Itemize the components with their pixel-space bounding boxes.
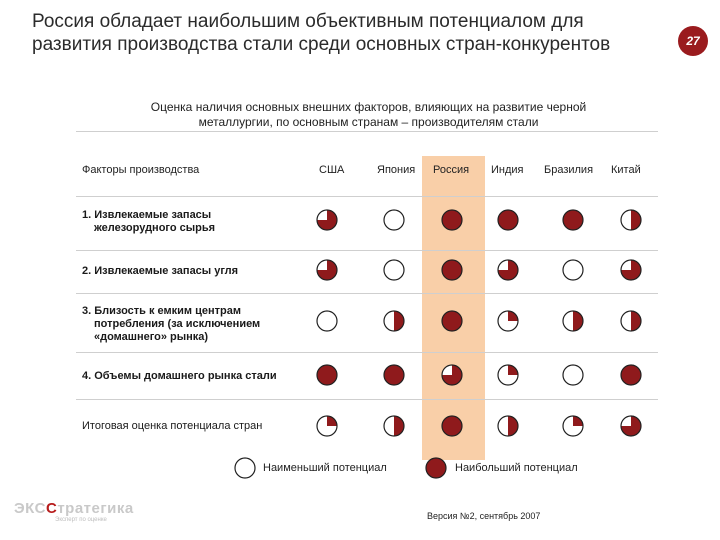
harvey-ball-icon-row3-china — [620, 310, 642, 332]
country-header-japan: Япония — [377, 164, 416, 176]
harvey-ball-icon-row4-usa — [316, 364, 338, 386]
table-subtitle-line-1: Оценка наличия основных внешних факторов, влияющих на развитие черной — [150, 100, 587, 114]
harvey-ball-icon-row1-india — [497, 209, 519, 231]
harvey-ball-icon-row4-brazil — [562, 364, 584, 386]
harvey-ball-icon-row2-usa — [316, 259, 338, 281]
divider-row-2 — [76, 250, 658, 251]
harvey-ball-icon-row1-china — [620, 209, 642, 231]
harvey-ball-icon-row2-brazil — [562, 259, 584, 281]
country-header-india: Индия — [491, 164, 524, 176]
row-label-line: 4. Объемы домашнего рынка стали — [82, 370, 277, 382]
harvey-ball-icon-row3-russia — [441, 310, 463, 332]
harvey-ball-icon-row5-brazil — [562, 415, 584, 437]
harvey-ball-icon-row3-india — [497, 310, 519, 332]
harvey-ball-icon-row3-japan — [383, 310, 405, 332]
strategika-logo — [14, 500, 134, 517]
row-label-proximity — [82, 305, 260, 344]
row-label-line: 2. Извлекаемые запасы угля — [82, 265, 239, 277]
harvey-ball-icon-row1-usa — [316, 209, 338, 231]
divider-row-5 — [76, 399, 658, 400]
logo-prefix: ЭКС — [14, 500, 46, 517]
harvey-ball-icon-row1-brazil — [562, 209, 584, 231]
country-header-china: Китай — [611, 164, 641, 176]
harvey-ball-icon-row2-russia — [441, 259, 463, 281]
slide-title — [32, 10, 642, 56]
logo-rest: тратегика — [57, 500, 134, 517]
row-label-line: Итоговая оценка потенциала стран — [82, 420, 263, 432]
row-label-coal — [82, 265, 238, 278]
row-label-domestic-market — [82, 370, 277, 383]
country-header-brazil: Бразилия — [544, 164, 594, 176]
row-label-total-score — [82, 420, 262, 433]
harvey-ball-icon-row3-usa — [316, 310, 338, 332]
page-number-badge: 27 — [678, 26, 708, 56]
country-header-russia: Россия — [433, 164, 470, 176]
harvey-ball-icon-row4-japan — [383, 364, 405, 386]
divider-row-4 — [76, 352, 658, 353]
country-header-usa: США — [319, 164, 345, 176]
slide-title-line-2: развития производства стали среди основных стран-конкурентов — [32, 34, 611, 55]
slide-title-line-1: Россия обладает наибольшим объективным потенциалом для — [32, 11, 584, 32]
logo-accent-letter: С — [45, 500, 58, 517]
legend-max-label: Наибольший потенциал — [455, 462, 578, 474]
harvey-ball-icon-row5-china — [620, 415, 642, 437]
harvey-ball-icon-row4-china — [620, 364, 642, 386]
divider-row-1 — [76, 196, 658, 197]
divider-row-3 — [76, 293, 658, 294]
row-label-line: 1. Извлекаемые запасы — [82, 209, 212, 221]
table-subtitle-line-2: металлургии, по основным странам – производителям стали — [198, 115, 539, 129]
harvey-ball-icon-row4-russia — [441, 364, 463, 386]
harvey-ball-icon-row3-brazil — [562, 310, 584, 332]
harvey-ball-icon-row1-russia — [441, 209, 463, 231]
factor-column-header: Факторы производства — [82, 164, 200, 176]
table-subtitle — [76, 100, 661, 130]
harvey-ball-icon-row2-japan — [383, 259, 405, 281]
logo-tagline: Эксперт по оценке — [55, 517, 107, 523]
harvey-ball-icon-row5-usa — [316, 415, 338, 437]
legend-empty-circle-icon — [234, 457, 256, 479]
harvey-ball-icon-row5-russia — [441, 415, 463, 437]
row-label-line: «домашнего» рынка) — [94, 331, 209, 343]
harvey-ball-icon-row2-india — [497, 259, 519, 281]
version-note: Версия №2, сентябрь 2007 — [427, 511, 541, 521]
row-label-line: 3. Близость к емким центрам — [82, 305, 241, 317]
harvey-ball-icon-row5-india — [497, 415, 519, 437]
harvey-ball-icon-row4-india — [497, 364, 519, 386]
legend-full-circle-icon — [425, 457, 447, 479]
legend-min-label: Наименьший потенциал — [263, 462, 387, 474]
row-label-line: железорудного сырья — [94, 222, 216, 234]
divider-top — [76, 131, 658, 132]
row-label-iron-ore — [82, 209, 215, 235]
harvey-ball-icon-row5-japan — [383, 415, 405, 437]
harvey-ball-icon-row1-japan — [383, 209, 405, 231]
row-label-line: потребления (за исключением — [94, 318, 261, 330]
harvey-ball-icon-row2-china — [620, 259, 642, 281]
